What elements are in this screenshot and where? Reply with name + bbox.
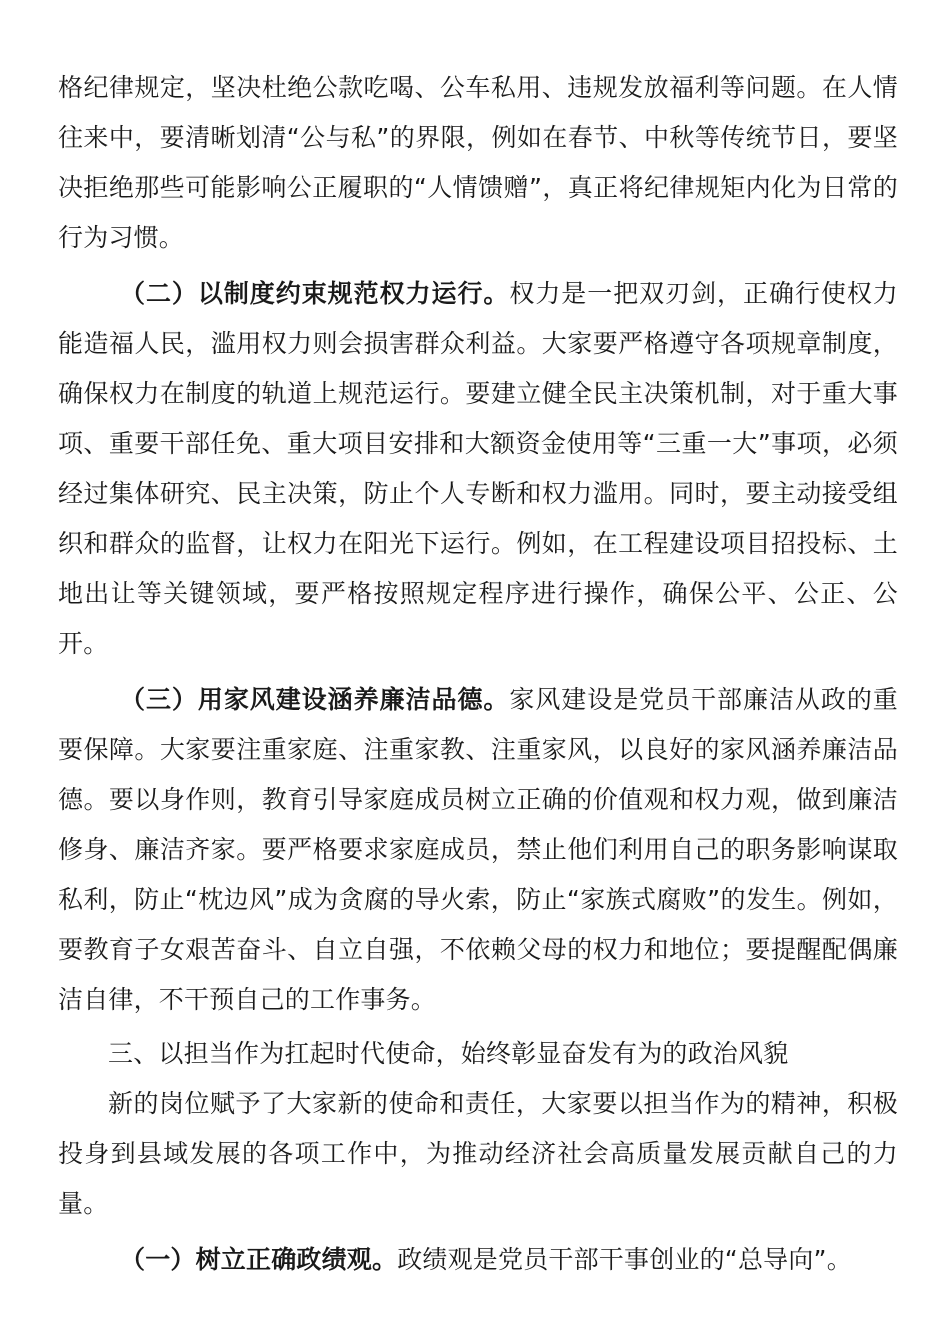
paragraph-body-3: 家风建设是党员干部廉洁从政的重要保障。大家要注重家庭、注重家教、注重家风，以良好的家风涵养廉洁品德。要以身作则，教育引导家庭成员树立正确的价值观和权力观，做到廉洁修身、廉洁齐家。要严格要求家庭成员，禁止他们利用自己的职务影响谋取私利，防止“枕边风”成为贪腐的导火索，防止“家族式腐败”的发生。例如，要教育子女艰苦奋斗、自立自强，不依赖父母的权力和地位；要提醒配偶廉洁自律，不干预自己的工作事务。 bbox=[58, 685, 898, 1014]
paragraph-body-2: 权力是一把双刃剑，正确行使权力能造福人民，滥用权力则会损害群众利益。大家要严格遵守各项规章制度，确保权力在制度的轨道上规范运行。要建立健全民主决策机制，对于重大事项、重要干部任免、重大项目安排和大额资金使用等“三重一大”事项，必须经过集体研究、民主决策，防止个人专断和权力滥用。同时，要主动接受组织和群众的监督，让权力在阳光下运行。例如，在工程建设项目招投标、土地出让等关键领域，要严格按照规定程序进行操作，确保公平、公正、公开。 bbox=[58, 279, 898, 658]
subheading-1: （一）树立正确政绩观。 bbox=[120, 1245, 398, 1274]
paragraph-body-6: 政绩观是党员干部干事创业的“总导向”。 bbox=[397, 1245, 852, 1274]
subheading-2: （二）以制度约束规范权力运行。 bbox=[120, 279, 510, 308]
subheading-3: （三）用家风建设涵养廉洁品德。 bbox=[120, 685, 510, 714]
paragraph-family-style bbox=[58, 675, 898, 1025]
paragraph-performance-view bbox=[58, 1235, 898, 1285]
paragraph-section-intro: 新的岗位赋予了大家新的使命和责任，大家要以担当作为的精神，积极投身到县域发展的各项工作中，为推动经济社会高质量发展贡献自己的力量。 bbox=[58, 1089, 898, 1218]
paragraph-institutional-constraint bbox=[58, 269, 898, 669]
section-heading-3: 三、以担当作为扛起时代使命，始终彰显奋发有为的政治风貌 bbox=[108, 1039, 789, 1068]
document-page bbox=[58, 63, 898, 1285]
paragraph-discipline-continuation: 格纪律规定，坚决杜绝公款吃喝、公车私用、违规发放福利等问题。在人情往来中，要清晰划清“公与私”的界限，例如在春节、中秋等传统节日，要坚决拒绝那些可能影响公正履职的“人情馈赠”，真正将纪律规矩内化为日常的行为习惯。 bbox=[58, 73, 898, 252]
